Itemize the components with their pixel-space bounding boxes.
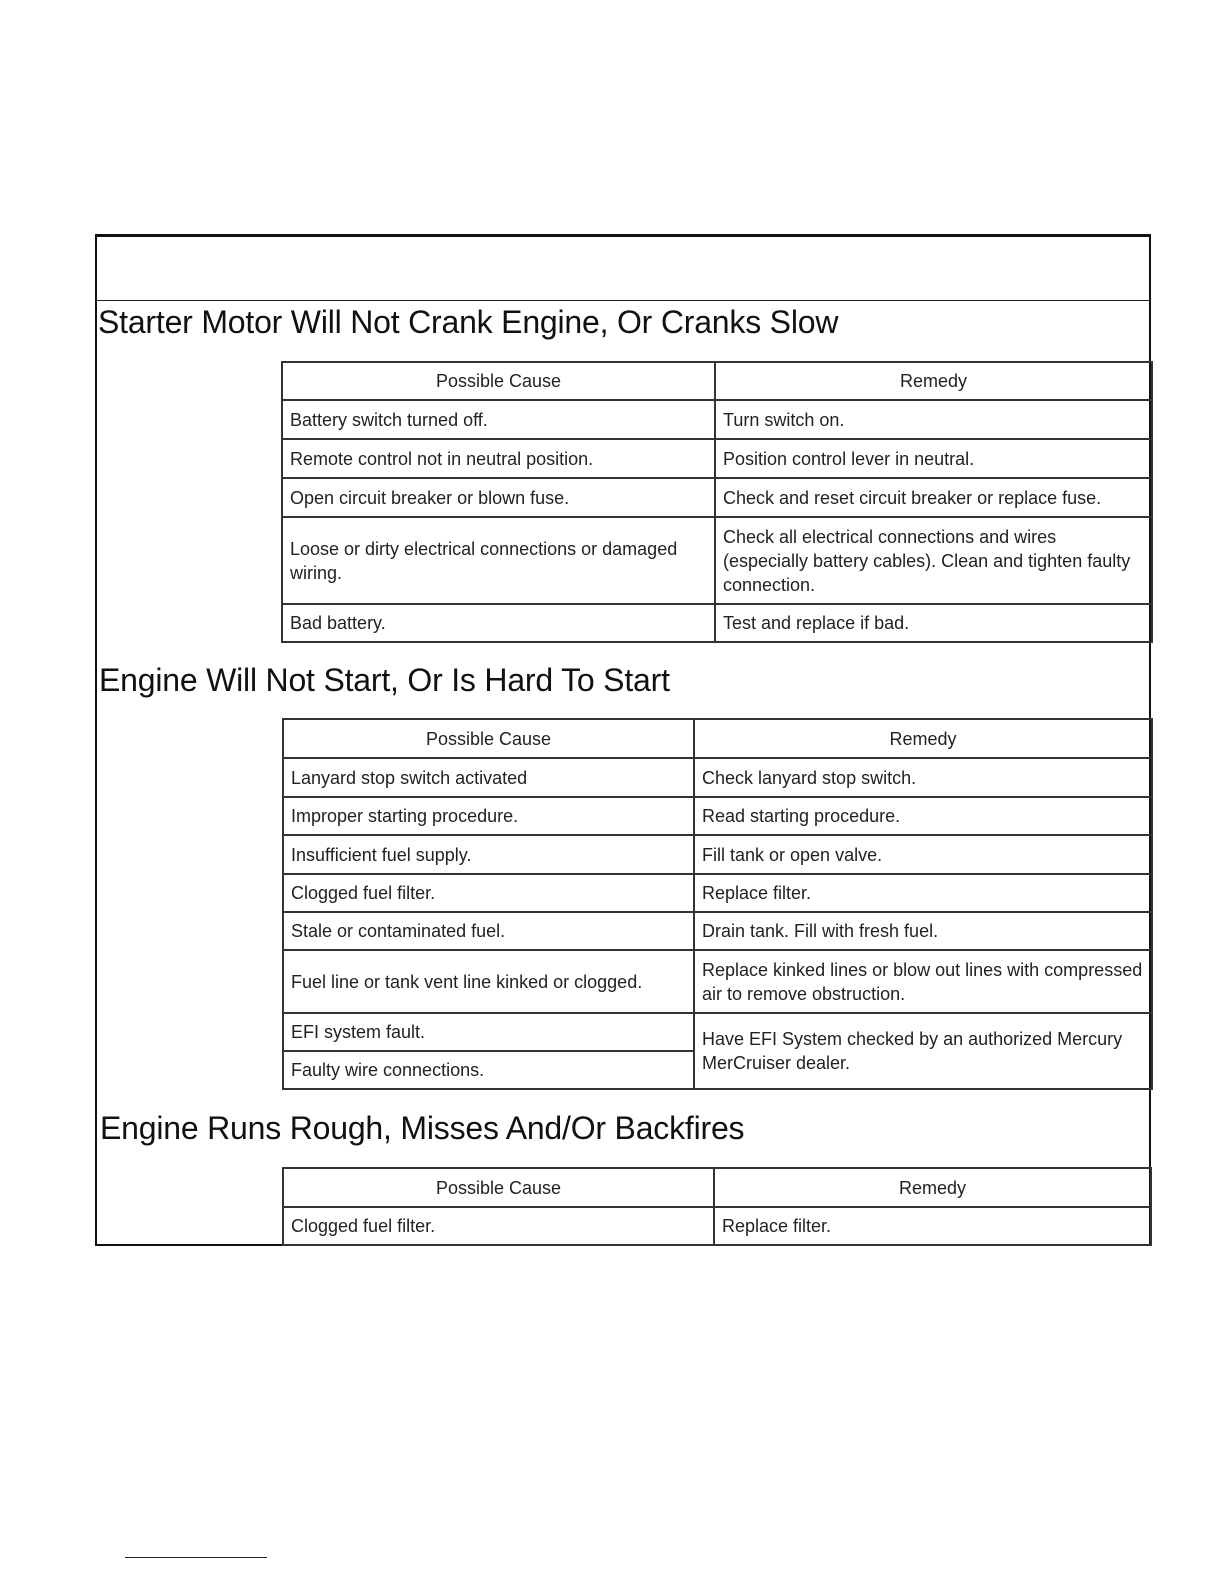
cause-cell: Battery switch turned off. [282, 400, 715, 439]
remedy-cell: Turn switch on. [715, 400, 1152, 439]
cause-cell: Clogged fuel filter. [283, 1207, 714, 1245]
table-row [283, 1013, 1152, 1051]
table-row [283, 874, 1152, 912]
header-possible-cause: Possible Cause [282, 362, 715, 400]
remedy-cell: Replace filter. [694, 874, 1152, 912]
table-engine-hard-start [282, 718, 1153, 1090]
frame-header-divider [97, 300, 1149, 301]
table-row [282, 478, 1152, 517]
cause-cell: EFI system fault. [283, 1013, 694, 1051]
table-row [283, 912, 1152, 950]
table-header-row [282, 362, 1152, 400]
remedy-cell: Fill tank or open valve. [694, 835, 1152, 874]
table-row [282, 439, 1152, 478]
cause-cell: Bad battery. [282, 604, 715, 642]
remedy-cell: Replace kinked lines or blow out lines with compressed air to remove obstruction. [694, 950, 1152, 1013]
cause-cell: Clogged fuel filter. [283, 874, 694, 912]
cause-cell: Open circuit breaker or blown fuse. [282, 478, 715, 517]
table-header-row [283, 719, 1152, 758]
table-row [282, 604, 1152, 642]
table-engine-runs-rough [282, 1167, 1152, 1246]
table-row [282, 400, 1152, 439]
section-title-starter-motor: Starter Motor Will Not Crank Engine, Or Cranks Slow [98, 304, 839, 340]
cause-cell: Improper starting procedure. [283, 797, 694, 835]
header-remedy: Remedy [715, 362, 1152, 400]
remedy-cell: Check and reset circuit breaker or replace fuse. [715, 478, 1152, 517]
remedy-cell: Read starting procedure. [694, 797, 1152, 835]
remedy-cell: Test and replace if bad. [715, 604, 1152, 642]
remedy-cell: Check all electrical connections and wires (especially battery cables). Clean and tighten faulty connection. [715, 517, 1152, 604]
table-row [283, 797, 1152, 835]
remedy-cell: Have EFI System checked by an authorized Mercury MerCruiser dealer. [694, 1013, 1152, 1089]
section-title-engine-runs-rough: Engine Runs Rough, Misses And/Or Backfires [100, 1110, 745, 1146]
table-starter-motor [281, 361, 1153, 643]
header-remedy: Remedy [714, 1168, 1151, 1207]
header-possible-cause: Possible Cause [283, 719, 694, 758]
table-row [283, 950, 1152, 1013]
cause-cell: Insufficient fuel supply. [283, 835, 694, 874]
cause-cell: Lanyard stop switch activated [283, 758, 694, 797]
table-row [283, 1207, 1151, 1245]
table-row [283, 758, 1152, 797]
table-header-row [283, 1168, 1151, 1207]
table-row [283, 835, 1152, 874]
cause-cell: Faulty wire connections. [283, 1051, 694, 1089]
remedy-cell: Drain tank. Fill with fresh fuel. [694, 912, 1152, 950]
header-remedy: Remedy [694, 719, 1152, 758]
remedy-cell: Check lanyard stop switch. [694, 758, 1152, 797]
section-title-engine-hard-start: Engine Will Not Start, Or Is Hard To Start [99, 662, 670, 698]
remedy-cell: Position control lever in neutral. [715, 439, 1152, 478]
cause-cell: Stale or contaminated fuel. [283, 912, 694, 950]
footer-rule [125, 1557, 267, 1558]
cause-cell: Fuel line or tank vent line kinked or clogged. [283, 950, 694, 1013]
table-row [282, 517, 1152, 604]
cause-cell: Remote control not in neutral position. [282, 439, 715, 478]
cause-cell: Loose or dirty electrical connections or damaged wiring. [282, 517, 715, 604]
remedy-cell: Replace filter. [714, 1207, 1151, 1245]
header-possible-cause: Possible Cause [283, 1168, 714, 1207]
